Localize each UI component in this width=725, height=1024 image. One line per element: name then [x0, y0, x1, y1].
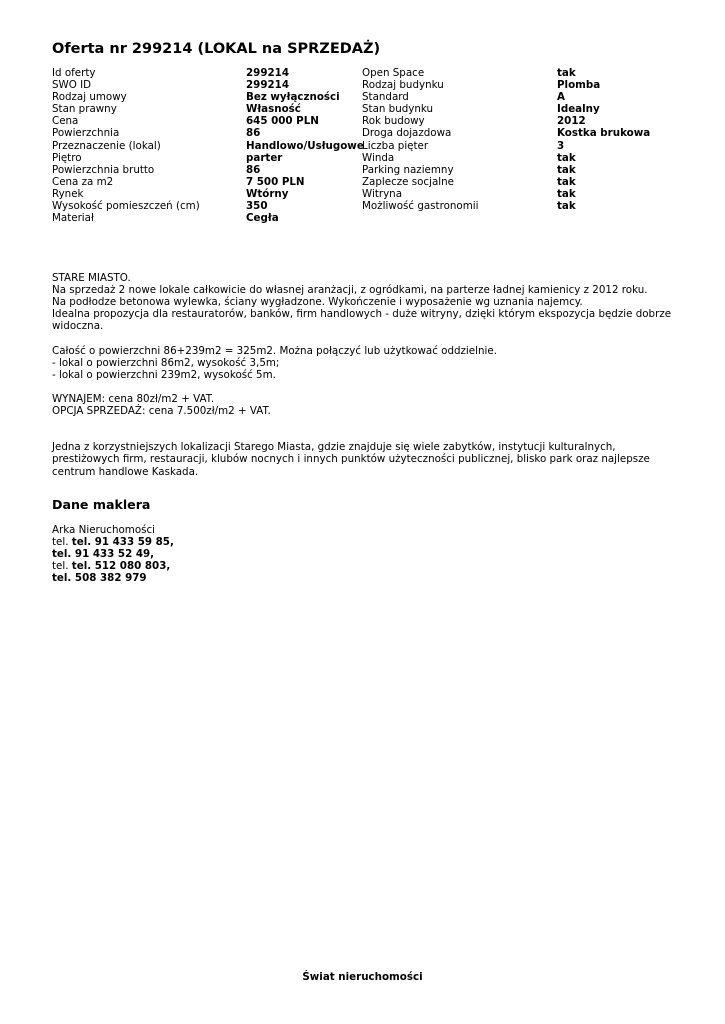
description-line: Jedna z korzystniejszych lokalizacji Starego Miasta, gdzie znajduje się wiele zabytków, instytucji kulturalnych, prestiżowych firm, restauracji, klubów nocnych i innych punktów użyteczności publicznej, blisko park oraz najlepsze centrum handlowe Kaskada.: [52, 441, 650, 478]
description-line: - lokal o powierzchni 239m2, wysokość 5m.: [52, 368, 276, 381]
spec-label: SWO ID: [52, 79, 92, 92]
description-line: Całość o powierzchni 86+239m2 = 325m2. Można połączyć lub użytkować oddzielnie.: [52, 344, 497, 357]
spec-label: Możliwość gastronomii: [362, 200, 479, 213]
agent-phone-2: tel. 91 433 52 49,: [52, 547, 155, 560]
spec-label: Powierzchnia: [52, 127, 120, 140]
specs-left-values: [246, 67, 362, 224]
agent-phone-line: [52, 536, 674, 548]
spec-value: parter: [246, 151, 283, 164]
spec-value: Plomba: [557, 79, 601, 92]
spec-label: Powierzchnia brutto: [52, 163, 155, 176]
spec-label: Przeznaczenie (lokal): [52, 139, 161, 152]
spec-label: Standard: [362, 91, 409, 104]
agent-phone-line: [52, 560, 674, 572]
spec-value: Handlowo/Usługowe: [246, 139, 364, 152]
spec-label: Droga dojazdowa: [362, 127, 452, 140]
spec-value: 2012: [557, 115, 586, 128]
spec-label: Witryna: [362, 187, 403, 200]
spec-value: 299214: [246, 79, 289, 92]
spec-label: Cena: [52, 115, 79, 128]
spec-label: Parking naziemny: [362, 163, 454, 176]
spec-label: Zaplecze socjalne: [362, 175, 454, 188]
description-line: OPCJA SPRZEDAŻ: cena 7.500zł/m2 + VAT.: [52, 405, 271, 418]
description-line: STARE MIASTO.: [52, 272, 131, 284]
spec-label: Open Space: [362, 67, 425, 79]
description-line: Na sprzedaż 2 nowe lokale całkowicie do własnej aranżacji, z ogródkami, na parterze ładnej kamienicy z 2012 roku.: [52, 284, 648, 297]
specs-table: [52, 67, 674, 227]
specs-right-values: [557, 67, 677, 212]
description-line: WYNAJEM: cena 80zł/m2 + VAT.: [52, 392, 215, 405]
agent-phone-4: tel. 508 382 979: [52, 571, 147, 584]
tel-prefix: tel.: [52, 535, 69, 548]
agent-details: [52, 524, 674, 584]
spec-value: Bez wyłączności: [246, 91, 340, 104]
footer-brand: Świat nieruchomości: [302, 971, 423, 983]
spec-label: Winda: [362, 151, 395, 164]
spec-label: Id oferty: [52, 67, 96, 79]
spec-label: Cena za m2: [52, 175, 114, 188]
spec-value: Wtórny: [246, 187, 289, 200]
spec-value: tak: [557, 187, 576, 200]
spec-value: Kostka brukowa: [557, 127, 651, 140]
offer-page: [52, 38, 674, 584]
spec-label: Rynek: [52, 187, 84, 200]
spec-value: tak: [557, 200, 576, 213]
spec-value: A: [557, 91, 565, 104]
description-line: Idealna propozycja dla restauratorów, banków, firm handlowych - duże witryny, dzięki którym ekspozycja będzie dobrze widoczna.: [52, 308, 672, 333]
offer-description: [52, 272, 674, 478]
spec-label: Stan budynku: [362, 103, 434, 116]
spec-label: Liczba pięter: [362, 139, 429, 152]
spec-label: Stan prawny: [52, 103, 117, 116]
spec-value: 86: [246, 163, 261, 176]
agent-section-title: Dane maklera: [52, 496, 151, 512]
spec-value: 645 000 PLN: [246, 115, 319, 128]
agent-company: Arka Nieruchomości: [52, 523, 156, 536]
description-line: - lokal o powierzchni 86m2, wysokość 3,5m;: [52, 356, 280, 369]
spec-value: 3: [557, 139, 565, 152]
spec-label: Materiał: [52, 212, 94, 225]
spec-value: 350: [246, 200, 268, 213]
spec-value: 86: [246, 127, 261, 140]
spec-value: 7 500 PLN: [246, 175, 305, 188]
spec-value: tak: [557, 151, 576, 164]
spec-label: Rodzaj umowy: [52, 91, 127, 104]
page-title: Oferta nr 299214 (LOKAL na SPRZEDAŻ): [52, 41, 381, 57]
spec-value: tak: [557, 67, 576, 79]
spec-value: Własność: [246, 103, 301, 116]
spec-value: Idealny: [557, 103, 600, 116]
spec-label: Piętro: [52, 151, 82, 164]
spec-value: Cegła: [246, 212, 279, 225]
spec-label: Rodzaj budynku: [362, 79, 444, 92]
spec-value: 299214: [246, 67, 289, 79]
agent-phone-3: tel. 512 080 803,: [71, 559, 171, 572]
specs-left-labels: [52, 67, 246, 224]
spec-label: Rok budowy: [362, 115, 425, 128]
specs-right-labels: [362, 67, 557, 212]
spec-value: tak: [557, 163, 576, 176]
agent-phone-1: tel. 91 433 59 85,: [71, 535, 174, 548]
spec-label: Wysokość pomieszczeń (cm): [52, 200, 200, 213]
description-line: Na podłodze betonowa wylewka, ściany wygładzone. Wykończenie i wyposażenie wg uznania najemcy.: [52, 296, 583, 309]
tel-prefix: tel.: [52, 559, 69, 572]
spec-value: tak: [557, 175, 576, 188]
